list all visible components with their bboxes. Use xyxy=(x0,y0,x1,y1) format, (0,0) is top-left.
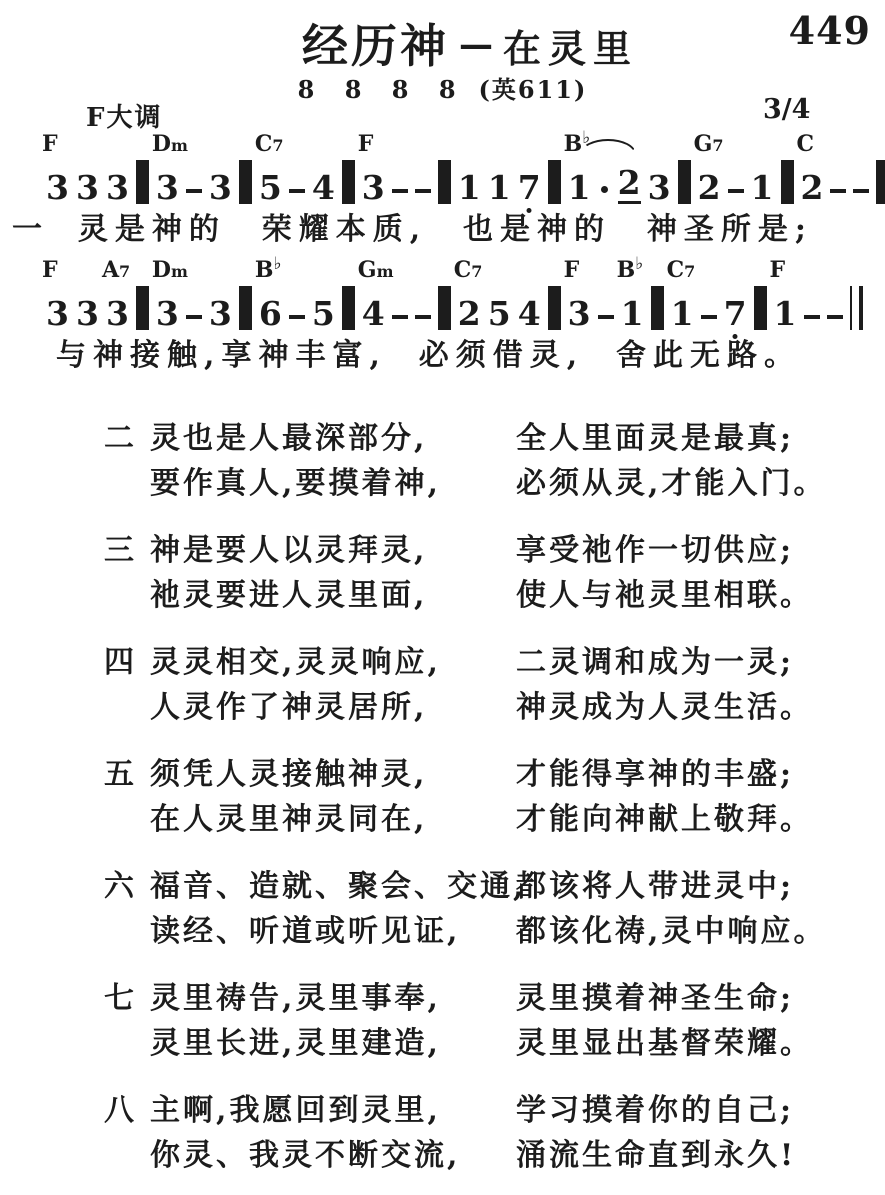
note-number: 3 xyxy=(361,168,385,207)
verse-number: 八 xyxy=(104,1093,134,1128)
barline xyxy=(239,160,252,204)
note-cell xyxy=(830,162,846,204)
note-number: 1 xyxy=(773,294,797,333)
verse-number-spacer xyxy=(104,461,150,506)
verse-number: 四 xyxy=(104,645,134,680)
score-lyrics-1 xyxy=(12,204,813,248)
note-number: 4 xyxy=(517,294,541,333)
chord-label: G7 xyxy=(693,131,724,157)
duration-dash xyxy=(830,189,846,193)
duration-dash xyxy=(186,315,202,319)
note-number: 3 xyxy=(46,294,69,333)
note-number: 1 xyxy=(620,294,644,333)
verse-row xyxy=(104,1133,835,1178)
verse-text-left: 灵里祷告,灵里事奉, xyxy=(150,981,441,1016)
note-cell xyxy=(254,254,282,333)
chord-modifier: m xyxy=(170,136,188,155)
duration-dash xyxy=(415,315,431,319)
duration-dash xyxy=(392,189,408,193)
note-cell xyxy=(647,162,671,207)
note-number: 5 xyxy=(258,168,282,207)
note-number: 1 xyxy=(487,168,511,207)
barline xyxy=(548,160,561,204)
note-cell xyxy=(618,162,641,204)
verse-row xyxy=(104,573,835,618)
verse-text-right: 神灵成为人灵生活。 xyxy=(516,690,813,725)
chord-label: A7 xyxy=(101,257,131,283)
chord-modifier: m xyxy=(170,262,188,281)
chord-label: F xyxy=(769,257,786,283)
chord-label: C xyxy=(796,131,815,157)
note-cell xyxy=(453,257,483,333)
title-main: 经历神 xyxy=(301,19,449,73)
chord-modifier: m xyxy=(376,262,394,281)
chord-modifier: 7 xyxy=(684,262,696,281)
verse-text-right: 使人与祂灵里相联。 xyxy=(516,578,813,613)
lyric-segment: 灵是神的 xyxy=(77,212,226,247)
note-number: 2 xyxy=(617,163,641,202)
verse-text-right: 才能得享神的丰盛; xyxy=(516,757,795,792)
chord-label: F xyxy=(42,257,58,283)
chord-label: F xyxy=(357,131,374,157)
note-cell xyxy=(769,257,797,333)
flat-icon: ♭ xyxy=(273,254,282,274)
chord-label: B♭ xyxy=(616,254,644,283)
note-cell xyxy=(701,288,717,330)
duration-dash xyxy=(392,315,408,319)
verse-list xyxy=(104,416,835,1195)
note-cell xyxy=(517,288,541,333)
note-cell xyxy=(151,131,188,207)
verse-row xyxy=(104,640,835,685)
verse-text-left: 灵灵相交,灵灵响应, xyxy=(150,645,441,680)
verse-row xyxy=(104,461,835,506)
lyric-segment: 必须借灵, xyxy=(418,338,585,373)
duration-dot xyxy=(601,186,608,193)
verse-number-spacer xyxy=(104,573,150,618)
note-number: 3 xyxy=(46,168,69,207)
duration-dash xyxy=(289,315,305,319)
verse-number-spacer xyxy=(104,797,150,842)
chord-label: C7 xyxy=(666,257,696,283)
chord-label: Gm xyxy=(357,257,394,283)
verse-text-left: 人灵作了神灵居所, xyxy=(150,690,428,725)
verse-number: 五 xyxy=(104,757,134,792)
note-number: 3 xyxy=(208,294,232,333)
verse-row xyxy=(104,1021,835,1066)
chord-modifier: 7 xyxy=(272,136,284,155)
chord-label: C7 xyxy=(453,257,483,283)
page-number: 449 xyxy=(788,8,871,53)
barline xyxy=(678,160,691,204)
note-cell xyxy=(728,162,744,204)
note-number: 3 xyxy=(75,168,99,207)
verse-block xyxy=(104,1088,835,1178)
verse-text-left: 灵也是人最深部分, xyxy=(150,421,428,456)
time-signature: 3/4 xyxy=(763,94,811,125)
note-cell xyxy=(804,288,820,330)
verse-block xyxy=(104,864,835,954)
note-cell xyxy=(750,162,774,207)
note-cell xyxy=(311,162,335,207)
verse-block xyxy=(104,752,835,842)
verse-text-right: 必须从灵,才能入门。 xyxy=(516,466,827,501)
note-cell xyxy=(563,128,591,207)
verse-text-right: 灵里摸着神圣生命; xyxy=(516,981,795,1016)
verse-block xyxy=(104,640,835,730)
verse-number: 一 xyxy=(12,212,42,247)
note-number: 3 xyxy=(155,168,179,207)
note-cell xyxy=(75,288,99,333)
note-cell xyxy=(487,288,511,333)
note-number: 2 xyxy=(457,294,481,333)
note-cell xyxy=(415,288,431,330)
barline xyxy=(342,286,355,330)
verse-row xyxy=(104,416,835,461)
note-cell xyxy=(563,257,591,333)
verse-text-left: 在人灵里神灵同在, xyxy=(150,802,428,837)
chord-modifier: 7 xyxy=(712,136,724,155)
barline xyxy=(136,286,149,330)
note-cell xyxy=(101,257,131,333)
title-subtitle: 在灵里 xyxy=(502,27,638,71)
verse-number-spacer xyxy=(104,909,150,954)
verse-text-left: 要作真人,要摸着神, xyxy=(150,466,441,501)
duration-dash xyxy=(804,315,820,319)
verse-text-right: 灵里显出基督荣耀。 xyxy=(516,1026,813,1061)
duration-dash xyxy=(701,315,717,319)
verse-number-spacer xyxy=(104,1021,150,1066)
verse-text-right: 才能向神献上敬拜。 xyxy=(516,802,813,837)
verse-text-right: 享受祂作一切供应; xyxy=(516,533,795,568)
barline xyxy=(781,160,794,204)
note-cell xyxy=(457,162,481,207)
score-line-2 xyxy=(42,254,863,333)
score-lyrics-2 xyxy=(56,330,801,374)
chord-modifier: 7 xyxy=(119,262,131,281)
verse-text-right: 都该将人带进灵中; xyxy=(516,869,795,904)
flat-icon: ♭ xyxy=(635,254,644,274)
chord-label: C7 xyxy=(254,131,284,157)
title-dash: — xyxy=(458,25,493,65)
note-cell xyxy=(392,162,408,204)
note-cell xyxy=(311,288,335,333)
verse-text-left: 主啊,我愿回到灵里, xyxy=(150,1093,441,1128)
duration-dash xyxy=(415,189,431,193)
key-signature-label: F大调 xyxy=(86,103,163,133)
barline xyxy=(548,286,561,330)
note-cell xyxy=(487,162,511,207)
meter-numbers: 8 8 8 8 xyxy=(297,75,467,104)
duration-dash xyxy=(853,189,869,193)
note-number: 1 xyxy=(670,294,694,333)
note-cell xyxy=(151,257,188,333)
note-cell xyxy=(796,131,824,207)
verse-text-left: 神是要人以灵拜灵, xyxy=(150,533,428,568)
duration-dash xyxy=(598,315,614,319)
barline xyxy=(136,160,149,204)
hymn-title xyxy=(0,10,885,76)
barline xyxy=(651,286,664,330)
verse-text-left: 福音、造就、聚会、交通, xyxy=(150,869,527,904)
note-number: 1 xyxy=(567,168,591,207)
verse-row xyxy=(104,864,835,909)
note-number: 4 xyxy=(311,168,335,207)
verse-row xyxy=(104,797,835,842)
note-cell xyxy=(289,162,305,204)
barline xyxy=(754,286,767,330)
duration-dash xyxy=(289,189,305,193)
barline xyxy=(438,286,451,330)
note-cell xyxy=(254,131,284,207)
verse-number-spacer xyxy=(104,1133,150,1178)
note-cell xyxy=(105,162,129,207)
note-number: 3 xyxy=(75,294,99,333)
duration-dash xyxy=(728,189,744,193)
lyric-segment: 荣耀本质, xyxy=(261,212,428,247)
note-cell xyxy=(42,131,69,207)
note-number: 7 xyxy=(517,168,541,207)
verse-text-right: 学习摸着你的自己; xyxy=(516,1093,795,1128)
verse-row xyxy=(104,528,835,573)
note-cell xyxy=(208,162,232,207)
barline xyxy=(438,160,451,204)
note-cell xyxy=(598,162,611,204)
chord-label: Dm xyxy=(151,257,188,283)
note-number: 6 xyxy=(258,294,282,333)
note-number: 3 xyxy=(105,294,129,333)
verse-text-left: 祂灵要进人灵里面, xyxy=(150,578,428,613)
verse-block xyxy=(104,416,835,506)
lyric-segment: 也是神的 xyxy=(463,212,612,247)
note-number: 3 xyxy=(105,168,129,207)
note-cell xyxy=(208,288,232,333)
barline xyxy=(876,160,885,204)
score-line-1 xyxy=(42,128,885,207)
note-number: 3 xyxy=(155,294,179,333)
note-number: 5 xyxy=(311,294,335,333)
verse-row xyxy=(104,685,835,730)
note-cell xyxy=(42,257,69,333)
verse-row xyxy=(104,752,835,797)
note-cell xyxy=(415,162,431,204)
note-cell xyxy=(517,162,541,207)
note-cell xyxy=(289,288,305,330)
note-number: 1 xyxy=(750,168,774,207)
verse-number: 六 xyxy=(104,869,134,904)
note-number: 2 xyxy=(800,168,824,207)
note-cell xyxy=(186,288,202,330)
note-number: 3 xyxy=(567,294,591,333)
verse-text-left: 须凭人灵接触神灵, xyxy=(150,757,428,792)
note-cell xyxy=(186,162,202,204)
double-barline xyxy=(850,286,863,330)
chord-label: F xyxy=(563,257,580,283)
lyric-segment: 与神接触,享神丰富, xyxy=(56,338,387,373)
verse-text-left: 灵里长进,灵里建造, xyxy=(150,1026,441,1061)
verse-number: 二 xyxy=(104,421,134,456)
verse-text-left: 你灵、我灵不断交流, xyxy=(150,1138,461,1173)
note-number: 7 xyxy=(723,294,747,333)
chord-label: B♭ xyxy=(254,254,282,283)
verse-text-right: 涌流生命直到永久! xyxy=(516,1138,797,1173)
verse-text-left: 读经、听道或听见证, xyxy=(150,914,461,949)
note-cell xyxy=(357,257,394,333)
note-number: 2 xyxy=(697,168,721,207)
note-number: 5 xyxy=(487,294,511,333)
verse-block xyxy=(104,528,835,618)
barline xyxy=(342,160,355,204)
verse-text-right: 都该化祷,灵中响应。 xyxy=(516,914,827,949)
note-cell xyxy=(357,131,385,207)
lyric-segment: 神圣所是; xyxy=(646,212,813,247)
note-number: 3 xyxy=(208,168,232,207)
verse-number: 三 xyxy=(104,533,134,568)
note-cell xyxy=(666,257,696,333)
verse-text-right: 全人里面灵是最真; xyxy=(516,421,795,456)
lyric-segment: 舍此无路。 xyxy=(616,338,801,373)
note-number: 1 xyxy=(457,168,481,207)
verse-number-spacer xyxy=(104,685,150,730)
duration-dash xyxy=(186,189,202,193)
duration-dash xyxy=(827,315,843,319)
verse-row xyxy=(104,976,835,1021)
note-cell xyxy=(693,131,724,207)
flat-icon: ♭ xyxy=(582,128,591,148)
note-number: 4 xyxy=(361,294,385,333)
chord-modifier: 7 xyxy=(471,262,483,281)
note-cell xyxy=(723,288,747,333)
verse-row xyxy=(104,909,835,954)
note-cell xyxy=(616,254,644,333)
verse-text-right: 二灵调和成为一灵; xyxy=(516,645,795,680)
note-cell xyxy=(853,162,869,204)
verse-number: 七 xyxy=(104,981,134,1016)
chord-label: Dm xyxy=(151,131,188,157)
verse-row xyxy=(104,1088,835,1133)
note-cell xyxy=(75,162,99,207)
barline xyxy=(239,286,252,330)
note-number: 3 xyxy=(647,168,671,207)
chord-label: B♭ xyxy=(563,128,591,157)
chord-label: F xyxy=(42,131,58,157)
note-cell xyxy=(598,288,614,330)
note-cell xyxy=(392,288,408,330)
verse-block xyxy=(104,976,835,1066)
meter-reference: (英611) xyxy=(478,75,588,104)
note-cell xyxy=(827,288,843,330)
